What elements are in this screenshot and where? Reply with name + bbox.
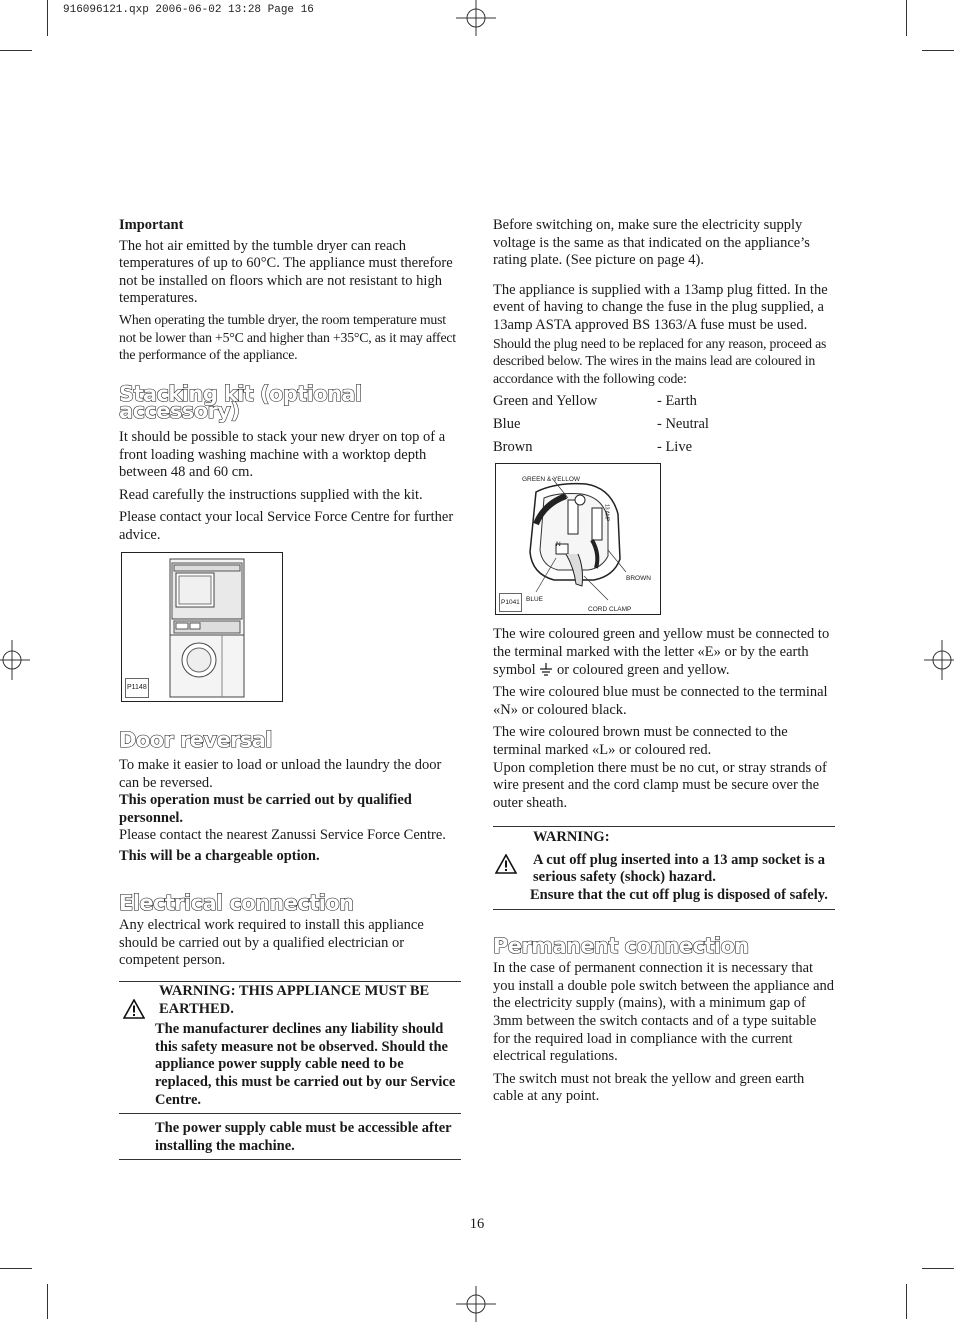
cable-note-box: [119, 1114, 461, 1160]
wire-row: Blue - Neutral: [493, 416, 709, 433]
cut-off-plug-hazard-text: A cut off plug inserted into a 13 amp socket is a serious safety (shock) hazard.: [533, 851, 826, 886]
door-reversal-title: Door reversal: [119, 727, 272, 752]
crop-mark: [922, 1268, 954, 1269]
door-reversal-text: To make it easier to load or unload the laundry the door can be reversed.: [119, 757, 442, 791]
page-number: 16: [469, 1216, 485, 1232]
warning-icon: [123, 999, 145, 1019]
crop-mark: [906, 0, 907, 36]
earth-symbol-icon: [539, 662, 553, 676]
permanent-connection-title: Permanent connection: [493, 933, 749, 958]
warning-title: WARNING:: [533, 829, 610, 846]
label-cord-clamp: CORD CLAMP: [588, 606, 632, 614]
right-column: [493, 217, 835, 1106]
qualified-personnel-text: This operation must be carried out by qualified personnel.: [119, 792, 412, 826]
label-fuse: 13 AMP: [603, 504, 610, 522]
label-blue: BLUE: [526, 596, 543, 604]
earthing-warning-box: [119, 981, 461, 1114]
brown-wire-text: The wire coloured brown must be connected to the terminal marked «L» or coloured red.: [493, 724, 788, 758]
crop-mark: [47, 0, 48, 36]
important-heading: Important: [119, 217, 184, 233]
print-slug: 916096121.qxp 2006-06-02 13:28 Page 16: [63, 4, 314, 16]
crop-mark: [906, 1284, 907, 1319]
cable-accessible-text: The power supply cable must be accessible after installing the machine.: [155, 1120, 452, 1154]
crop-mark: [0, 1268, 32, 1269]
wire-row: Green and Yellow - Earth: [493, 393, 697, 410]
label-brown: BROWN: [626, 575, 651, 583]
registration-mark-icon: [456, 0, 496, 40]
stacking-kit-title: Stacking kit (optional accessory): [119, 381, 362, 424]
label-n: N: [556, 541, 561, 549]
crop-mark: [922, 50, 954, 51]
stacking-text: It should be possible to stack your new dryer on top of a front loading washing machine with a worktop depth between 48 and 60 cm.: [119, 428, 446, 481]
registration-mark-icon: [914, 640, 954, 680]
permanent-connection-text: In the case of permanent connection it is necessary that you install a double pole switch between the appliance and the electricity supply (mains), with a minimum gap of 3mm between the switch contacts and of a type suitable for the required load in compliance with the current electrical regulations.: [493, 960, 835, 1065]
blue-wire-text: The wire coloured blue must be connected to the terminal «N» or coloured black.: [493, 684, 828, 718]
plug-fuse-text: The appliance is supplied with a 13amp plug fitted. In the event of having to change the fuse in the plug supplied, a 13amp ASTA approved BS 1363/A fuse must be used.: [493, 281, 828, 333]
cut-off-plug-warning-box: [493, 826, 835, 909]
earthing-warning-title: WARNING: THIS APPLIANCE MUST BE EARTHED.: [159, 983, 430, 1017]
earthing-warning-text: The manufacturer declines any liability should this safety measure not be observed. Should the appliance power supply cable need to be replaced, this must be carried out by our Service Centre.: [155, 1021, 456, 1108]
electrical-text: Any electrical work required to install this appliance should be carried out by a qualified electrician or competent person.: [119, 917, 424, 969]
wire-row: Brown - Live: [493, 439, 693, 456]
registration-mark-icon: [456, 1284, 496, 1324]
figure-code: P1041: [499, 593, 522, 613]
electrical-connection-title: Electrical connection: [119, 890, 354, 915]
crop-mark: [47, 1284, 48, 1319]
figure-code: P1148: [125, 678, 149, 698]
completion-text: Upon completion there must be no cut, or stray strands of wire present and the cord clamp must be secure over the outer sheath.: [493, 759, 827, 811]
voltage-check-text: Before switching on, make sure the electricity supply voltage is the same as that indicated on the appliance’s rating plate. (See picture on page 4).: [493, 217, 810, 269]
plug-wiring-figure: [495, 463, 661, 615]
plug-replace-text: Should the plug need to be replaced for any reason, proceed as described below. The wires in the mains lead are coloured in accordance with the following code:: [493, 335, 827, 386]
warning-icon: [495, 854, 517, 874]
chargeable-option-text: This will be a chargeable option.: [119, 848, 320, 865]
important-text: The hot air emitted by the tumble dryer can reach temperatures of up to 60°C. The appliance must therefore not be installed on floors which are not resistant to high temperatures.: [119, 237, 453, 307]
contact-service-text: Please contact the nearest Zanussi Service Force Centre.: [119, 827, 446, 844]
room-temperature-text: When operating the tumble dryer, the room temperature must not be lower than +5°C and higher than +35°C, as it may affect the performance of the appliance.: [119, 311, 456, 363]
stacking-contact: Please contact your local Service Force Centre for further advice.: [119, 509, 454, 543]
stacking-instructions: Read carefully the instructions supplied with the kit.: [119, 486, 423, 503]
cut-off-plug-dispose-text: Ensure that the cut off plug is disposed of safely.: [530, 887, 828, 904]
crop-mark: [0, 50, 32, 51]
left-column: [119, 217, 461, 1160]
stacking-kit-figure: [121, 552, 283, 702]
wire-colour-code: [493, 393, 835, 462]
registration-mark-icon: [0, 640, 40, 680]
earth-cable-text: The switch must not break the yellow and green earth cable at any point.: [493, 1070, 805, 1105]
green-yellow-wire-text: The wire coloured green and yellow must be connected to the terminal marked with the letter «E» or by the earth symbol or coloured green and yellow.: [493, 626, 830, 678]
label-green-yellow: GREEN & YELLOW: [522, 476, 581, 484]
